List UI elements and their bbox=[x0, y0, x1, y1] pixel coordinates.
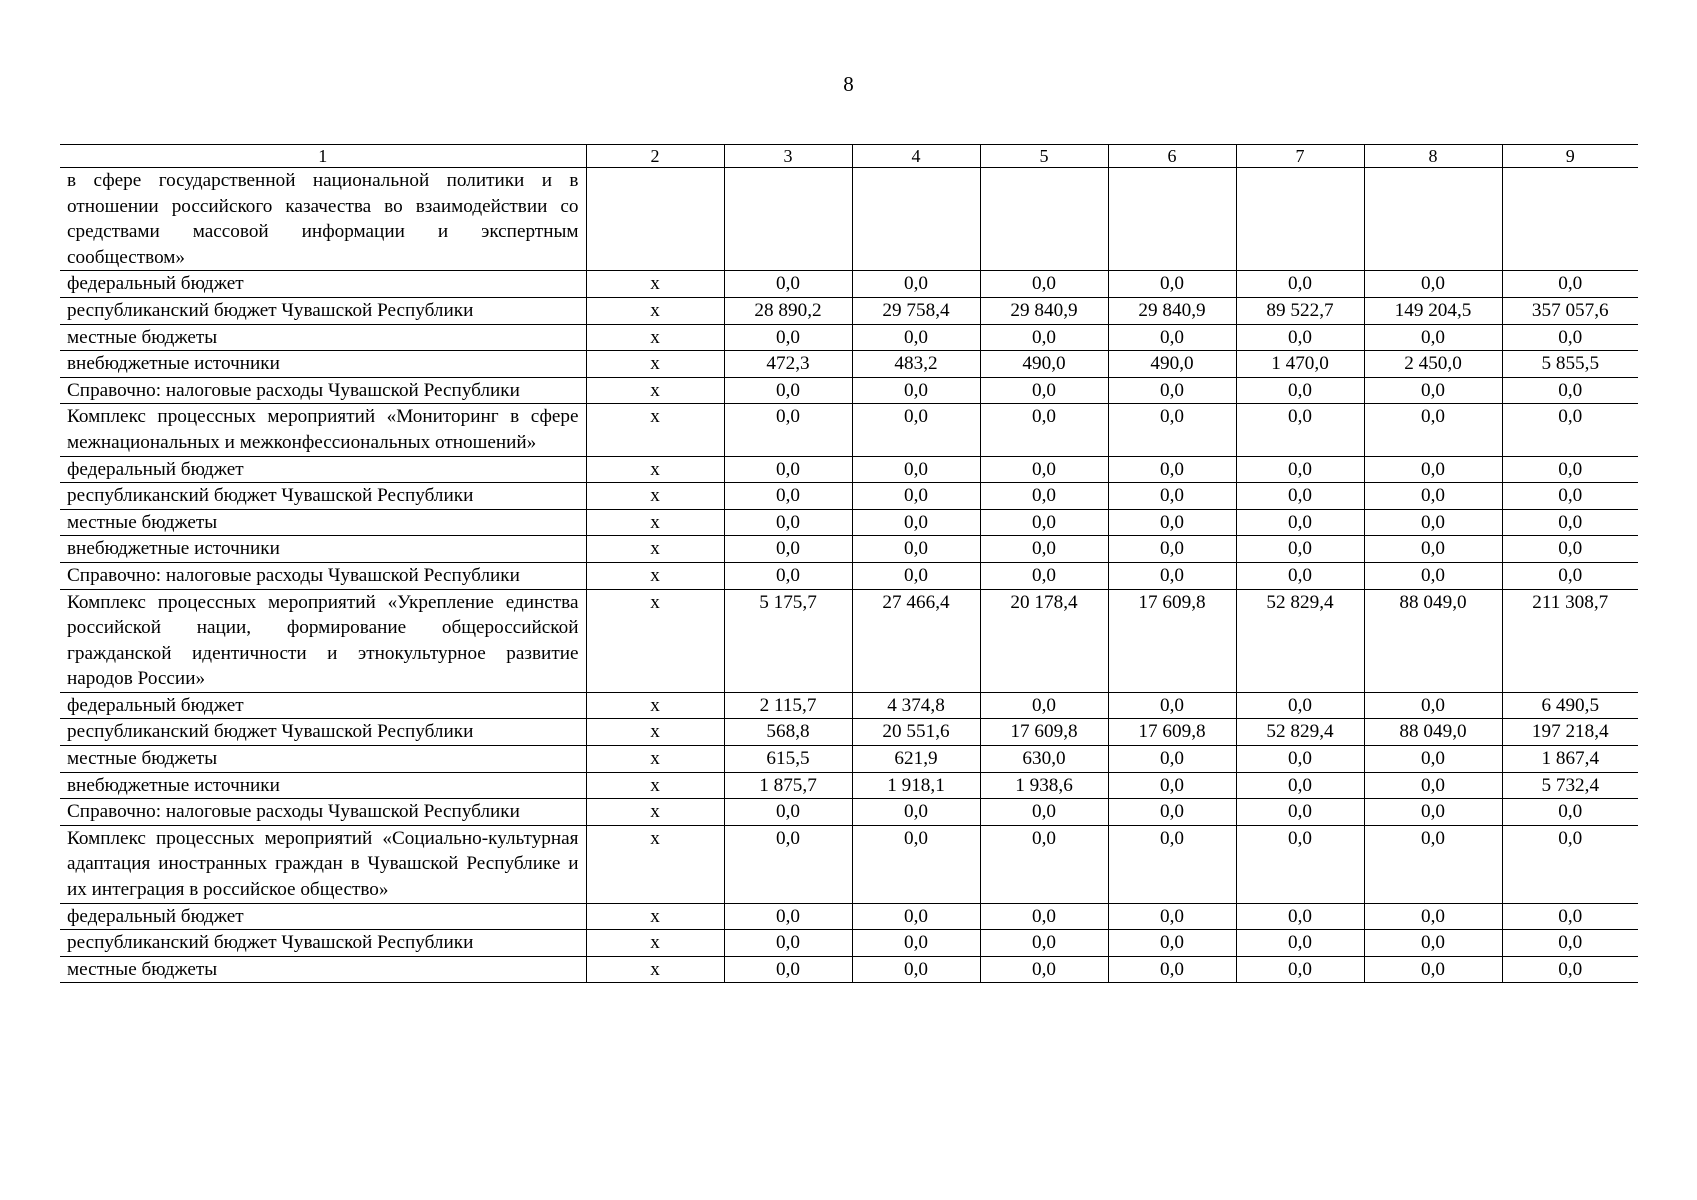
value-cell: 0,0 bbox=[1364, 746, 1502, 773]
page-number: 8 bbox=[843, 72, 854, 96]
value-cell: 0,0 bbox=[1502, 799, 1638, 826]
value-cell: 211 308,7 bbox=[1502, 589, 1638, 692]
value-cell: 0,0 bbox=[980, 404, 1108, 456]
row-code: х bbox=[586, 324, 724, 351]
value-cell: 17 609,8 bbox=[980, 719, 1108, 746]
row-code: х bbox=[586, 956, 724, 983]
value-cell: 0,0 bbox=[724, 509, 852, 536]
value-cell: 0,0 bbox=[1108, 509, 1236, 536]
value-cell: 0,0 bbox=[724, 562, 852, 589]
value-cell: 0,0 bbox=[1364, 825, 1502, 903]
value-cell: 0,0 bbox=[980, 271, 1108, 298]
row-label: местные бюджеты bbox=[60, 324, 586, 351]
value-cell: 1 867,4 bbox=[1502, 746, 1638, 773]
value-cell: 0,0 bbox=[980, 825, 1108, 903]
value-cell: 0,0 bbox=[1502, 825, 1638, 903]
table-row bbox=[60, 825, 1638, 903]
row-code: х bbox=[586, 692, 724, 719]
value-cell: 0,0 bbox=[1502, 377, 1638, 404]
value-cell: 0,0 bbox=[1364, 324, 1502, 351]
value-cell: 0,0 bbox=[1502, 456, 1638, 483]
row-code: х bbox=[586, 536, 724, 563]
table-row bbox=[60, 692, 1638, 719]
value-cell: 0,0 bbox=[724, 377, 852, 404]
value-cell: 472,3 bbox=[724, 351, 852, 378]
value-cell: 0,0 bbox=[1364, 271, 1502, 298]
value-cell: 88 049,0 bbox=[1364, 589, 1502, 692]
table-row bbox=[60, 324, 1638, 351]
table-row bbox=[60, 772, 1638, 799]
value-cell: 0,0 bbox=[1236, 456, 1364, 483]
value-cell: 0,0 bbox=[1236, 509, 1364, 536]
value-cell: 0,0 bbox=[1364, 692, 1502, 719]
row-label: местные бюджеты bbox=[60, 956, 586, 983]
value-cell: 0,0 bbox=[1364, 562, 1502, 589]
value-cell: 0,0 bbox=[1502, 271, 1638, 298]
value-cell: 88 049,0 bbox=[1364, 719, 1502, 746]
value-cell: 0,0 bbox=[1502, 404, 1638, 456]
value-cell: 29 840,9 bbox=[1108, 297, 1236, 324]
value-cell: 0,0 bbox=[1364, 799, 1502, 826]
table-row bbox=[60, 483, 1638, 510]
value-cell: 0,0 bbox=[980, 956, 1108, 983]
value-cell: 0,0 bbox=[1108, 324, 1236, 351]
value-cell: 0,0 bbox=[852, 536, 980, 563]
value-cell: 0,0 bbox=[1108, 956, 1236, 983]
value-cell: 0,0 bbox=[724, 324, 852, 351]
value-cell: 0,0 bbox=[852, 825, 980, 903]
row-code: х bbox=[586, 271, 724, 298]
row-label: Справочно: налоговые расходы Чувашской Республики bbox=[60, 799, 586, 826]
value-cell: 0,0 bbox=[724, 956, 852, 983]
column-number-3: 3 bbox=[724, 145, 852, 168]
value-cell: 89 522,7 bbox=[1236, 297, 1364, 324]
value-cell: 0,0 bbox=[1364, 930, 1502, 957]
value-cell: 0,0 bbox=[980, 536, 1108, 563]
value-cell bbox=[852, 168, 980, 271]
row-code: х bbox=[586, 351, 724, 378]
value-cell: 0,0 bbox=[1236, 404, 1364, 456]
column-number-7: 7 bbox=[1236, 145, 1364, 168]
value-cell: 0,0 bbox=[1236, 825, 1364, 903]
value-cell: 490,0 bbox=[1108, 351, 1236, 378]
table-row bbox=[60, 903, 1638, 930]
row-label: федеральный бюджет bbox=[60, 903, 586, 930]
value-cell: 0,0 bbox=[1364, 956, 1502, 983]
value-cell: 0,0 bbox=[1108, 271, 1236, 298]
value-cell: 0,0 bbox=[852, 483, 980, 510]
value-cell: 630,0 bbox=[980, 746, 1108, 773]
value-cell: 0,0 bbox=[1236, 930, 1364, 957]
value-cell bbox=[724, 168, 852, 271]
row-label: внебюджетные источники bbox=[60, 772, 586, 799]
row-code: х bbox=[586, 799, 724, 826]
value-cell: 0,0 bbox=[1108, 746, 1236, 773]
table-row bbox=[60, 956, 1638, 983]
value-cell: 0,0 bbox=[852, 562, 980, 589]
value-cell: 0,0 bbox=[1502, 956, 1638, 983]
row-label: республиканский бюджет Чувашской Республики bbox=[60, 297, 586, 324]
value-cell: 0,0 bbox=[852, 271, 980, 298]
row-code bbox=[586, 168, 724, 271]
value-cell: 28 890,2 bbox=[724, 297, 852, 324]
table-row bbox=[60, 719, 1638, 746]
value-cell: 0,0 bbox=[1108, 772, 1236, 799]
value-cell: 0,0 bbox=[980, 692, 1108, 719]
row-code: х bbox=[586, 772, 724, 799]
value-cell: 0,0 bbox=[980, 799, 1108, 826]
table-row bbox=[60, 509, 1638, 536]
value-cell: 0,0 bbox=[1502, 324, 1638, 351]
table-row bbox=[60, 297, 1638, 324]
value-cell: 0,0 bbox=[980, 324, 1108, 351]
column-number-9: 9 bbox=[1502, 145, 1638, 168]
value-cell: 0,0 bbox=[980, 930, 1108, 957]
value-cell: 5 855,5 bbox=[1502, 351, 1638, 378]
value-cell: 0,0 bbox=[1364, 456, 1502, 483]
value-cell: 0,0 bbox=[724, 404, 852, 456]
value-cell bbox=[980, 168, 1108, 271]
value-cell: 0,0 bbox=[1236, 536, 1364, 563]
value-cell: 1 470,0 bbox=[1236, 351, 1364, 378]
row-label: Комплекс процессных мероприятий «Мониторинг в сфере межнациональных и межконфессиональных отношений» bbox=[60, 404, 586, 456]
value-cell: 0,0 bbox=[980, 483, 1108, 510]
value-cell: 17 609,8 bbox=[1108, 719, 1236, 746]
row-label: федеральный бюджет bbox=[60, 692, 586, 719]
value-cell: 0,0 bbox=[1108, 404, 1236, 456]
value-cell: 0,0 bbox=[1236, 692, 1364, 719]
table-row bbox=[60, 404, 1638, 456]
value-cell: 0,0 bbox=[1502, 536, 1638, 563]
value-cell: 0,0 bbox=[1108, 377, 1236, 404]
value-cell: 52 829,4 bbox=[1236, 589, 1364, 692]
value-cell: 6 490,5 bbox=[1502, 692, 1638, 719]
value-cell: 0,0 bbox=[724, 799, 852, 826]
row-label: внебюджетные источники bbox=[60, 351, 586, 378]
table-row bbox=[60, 377, 1638, 404]
value-cell: 0,0 bbox=[724, 456, 852, 483]
value-cell: 0,0 bbox=[1236, 483, 1364, 510]
value-cell: 0,0 bbox=[852, 456, 980, 483]
table-row bbox=[60, 271, 1638, 298]
row-label: республиканский бюджет Чувашской Республики bbox=[60, 483, 586, 510]
value-cell: 568,8 bbox=[724, 719, 852, 746]
row-code: х bbox=[586, 404, 724, 456]
value-cell: 0,0 bbox=[724, 903, 852, 930]
row-code: х bbox=[586, 589, 724, 692]
column-number-4: 4 bbox=[852, 145, 980, 168]
value-cell bbox=[1236, 168, 1364, 271]
value-cell: 0,0 bbox=[1364, 483, 1502, 510]
row-label: федеральный бюджет bbox=[60, 271, 586, 298]
value-cell: 357 057,6 bbox=[1502, 297, 1638, 324]
value-cell: 5 732,4 bbox=[1502, 772, 1638, 799]
table-row bbox=[60, 799, 1638, 826]
value-cell: 0,0 bbox=[980, 562, 1108, 589]
row-label: местные бюджеты bbox=[60, 509, 586, 536]
row-code: х bbox=[586, 746, 724, 773]
value-cell bbox=[1364, 168, 1502, 271]
row-code: х bbox=[586, 509, 724, 536]
value-cell: 0,0 bbox=[1364, 903, 1502, 930]
row-code: х bbox=[586, 297, 724, 324]
row-label: Комплекс процессных мероприятий «Социально-культурная адаптация иностранных граждан в Чувашской Республике и их интеграция в российское общество» bbox=[60, 825, 586, 903]
value-cell: 0,0 bbox=[1236, 324, 1364, 351]
table-row bbox=[60, 168, 1638, 271]
value-cell: 0,0 bbox=[1502, 903, 1638, 930]
row-code: х bbox=[586, 483, 724, 510]
row-label: республиканский бюджет Чувашской Республики bbox=[60, 719, 586, 746]
value-cell: 20 178,4 bbox=[980, 589, 1108, 692]
value-cell: 0,0 bbox=[724, 930, 852, 957]
value-cell: 483,2 bbox=[852, 351, 980, 378]
column-number-5: 5 bbox=[980, 145, 1108, 168]
value-cell: 0,0 bbox=[1108, 483, 1236, 510]
value-cell: 0,0 bbox=[1502, 483, 1638, 510]
value-cell: 2 115,7 bbox=[724, 692, 852, 719]
table-row bbox=[60, 746, 1638, 773]
value-cell: 0,0 bbox=[1108, 456, 1236, 483]
value-cell: 29 758,4 bbox=[852, 297, 980, 324]
table-row bbox=[60, 536, 1638, 563]
row-label: республиканский бюджет Чувашской Республики bbox=[60, 930, 586, 957]
value-cell: 17 609,8 bbox=[1108, 589, 1236, 692]
row-label: местные бюджеты bbox=[60, 746, 586, 773]
value-cell: 0,0 bbox=[1364, 404, 1502, 456]
column-number-6: 6 bbox=[1108, 145, 1236, 168]
value-cell bbox=[1502, 168, 1638, 271]
value-cell: 0,0 bbox=[852, 956, 980, 983]
value-cell: 0,0 bbox=[1236, 746, 1364, 773]
value-cell: 0,0 bbox=[1236, 377, 1364, 404]
row-label: в сфере государственной национальной политики и в отношении российского казачества во взаимодействии со средствами массовой информации и экспертным сообществом» bbox=[60, 168, 586, 271]
row-label: федеральный бюджет bbox=[60, 456, 586, 483]
value-cell: 0,0 bbox=[1236, 956, 1364, 983]
table-row bbox=[60, 562, 1638, 589]
value-cell: 0,0 bbox=[1364, 536, 1502, 563]
table-row bbox=[60, 456, 1638, 483]
value-cell: 0,0 bbox=[1502, 509, 1638, 536]
value-cell: 1 938,6 bbox=[980, 772, 1108, 799]
value-cell: 0,0 bbox=[1502, 930, 1638, 957]
value-cell: 0,0 bbox=[852, 509, 980, 536]
column-number-2: 2 bbox=[586, 145, 724, 168]
value-cell: 0,0 bbox=[852, 404, 980, 456]
value-cell: 0,0 bbox=[1364, 509, 1502, 536]
value-cell: 149 204,5 bbox=[1364, 297, 1502, 324]
value-cell: 615,5 bbox=[724, 746, 852, 773]
value-cell: 0,0 bbox=[852, 903, 980, 930]
row-label: Справочно: налоговые расходы Чувашской Республики bbox=[60, 562, 586, 589]
value-cell: 0,0 bbox=[1236, 772, 1364, 799]
value-cell: 197 218,4 bbox=[1502, 719, 1638, 746]
value-cell: 27 466,4 bbox=[852, 589, 980, 692]
value-cell: 52 829,4 bbox=[1236, 719, 1364, 746]
value-cell bbox=[1108, 168, 1236, 271]
row-code: х bbox=[586, 456, 724, 483]
value-cell: 0,0 bbox=[1236, 799, 1364, 826]
value-cell: 0,0 bbox=[980, 456, 1108, 483]
value-cell: 0,0 bbox=[1236, 903, 1364, 930]
value-cell: 0,0 bbox=[980, 377, 1108, 404]
row-label: внебюджетные источники bbox=[60, 536, 586, 563]
value-cell: 1 918,1 bbox=[852, 772, 980, 799]
row-code: х bbox=[586, 562, 724, 589]
table-row bbox=[60, 351, 1638, 378]
table-header-row bbox=[60, 145, 1638, 168]
value-cell: 0,0 bbox=[1236, 271, 1364, 298]
row-code: х bbox=[586, 377, 724, 404]
row-code: х bbox=[586, 719, 724, 746]
value-cell: 2 450,0 bbox=[1364, 351, 1502, 378]
value-cell: 0,0 bbox=[852, 930, 980, 957]
value-cell: 20 551,6 bbox=[852, 719, 980, 746]
value-cell: 0,0 bbox=[852, 324, 980, 351]
value-cell: 5 175,7 bbox=[724, 589, 852, 692]
row-code: х bbox=[586, 903, 724, 930]
value-cell: 1 875,7 bbox=[724, 772, 852, 799]
value-cell: 0,0 bbox=[1108, 903, 1236, 930]
value-cell: 4 374,8 bbox=[852, 692, 980, 719]
row-label: Справочно: налоговые расходы Чувашской Республики bbox=[60, 377, 586, 404]
value-cell: 0,0 bbox=[724, 271, 852, 298]
value-cell: 0,0 bbox=[1108, 930, 1236, 957]
value-cell: 0,0 bbox=[980, 509, 1108, 536]
row-code: х bbox=[586, 825, 724, 903]
budget-table bbox=[60, 144, 1638, 983]
table-row bbox=[60, 930, 1638, 957]
value-cell: 0,0 bbox=[980, 903, 1108, 930]
value-cell: 0,0 bbox=[1236, 562, 1364, 589]
value-cell: 0,0 bbox=[724, 483, 852, 510]
table-row bbox=[60, 589, 1638, 692]
value-cell: 0,0 bbox=[724, 536, 852, 563]
value-cell: 29 840,9 bbox=[980, 297, 1108, 324]
value-cell: 621,9 bbox=[852, 746, 980, 773]
row-code: х bbox=[586, 930, 724, 957]
column-number-8: 8 bbox=[1364, 145, 1502, 168]
value-cell: 0,0 bbox=[1108, 692, 1236, 719]
value-cell: 0,0 bbox=[1364, 772, 1502, 799]
column-number-1: 1 bbox=[60, 145, 586, 168]
value-cell: 0,0 bbox=[1502, 562, 1638, 589]
value-cell: 0,0 bbox=[852, 377, 980, 404]
row-label: Комплекс процессных мероприятий «Укрепление единства российской нации, формирование общероссийской гражданской идентичности и этнокультурное развитие народов России» bbox=[60, 589, 586, 692]
value-cell: 0,0 bbox=[1108, 799, 1236, 826]
value-cell: 490,0 bbox=[980, 351, 1108, 378]
value-cell: 0,0 bbox=[1108, 825, 1236, 903]
value-cell: 0,0 bbox=[1108, 536, 1236, 563]
value-cell: 0,0 bbox=[1108, 562, 1236, 589]
value-cell: 0,0 bbox=[1364, 377, 1502, 404]
value-cell: 0,0 bbox=[724, 825, 852, 903]
value-cell: 0,0 bbox=[852, 799, 980, 826]
